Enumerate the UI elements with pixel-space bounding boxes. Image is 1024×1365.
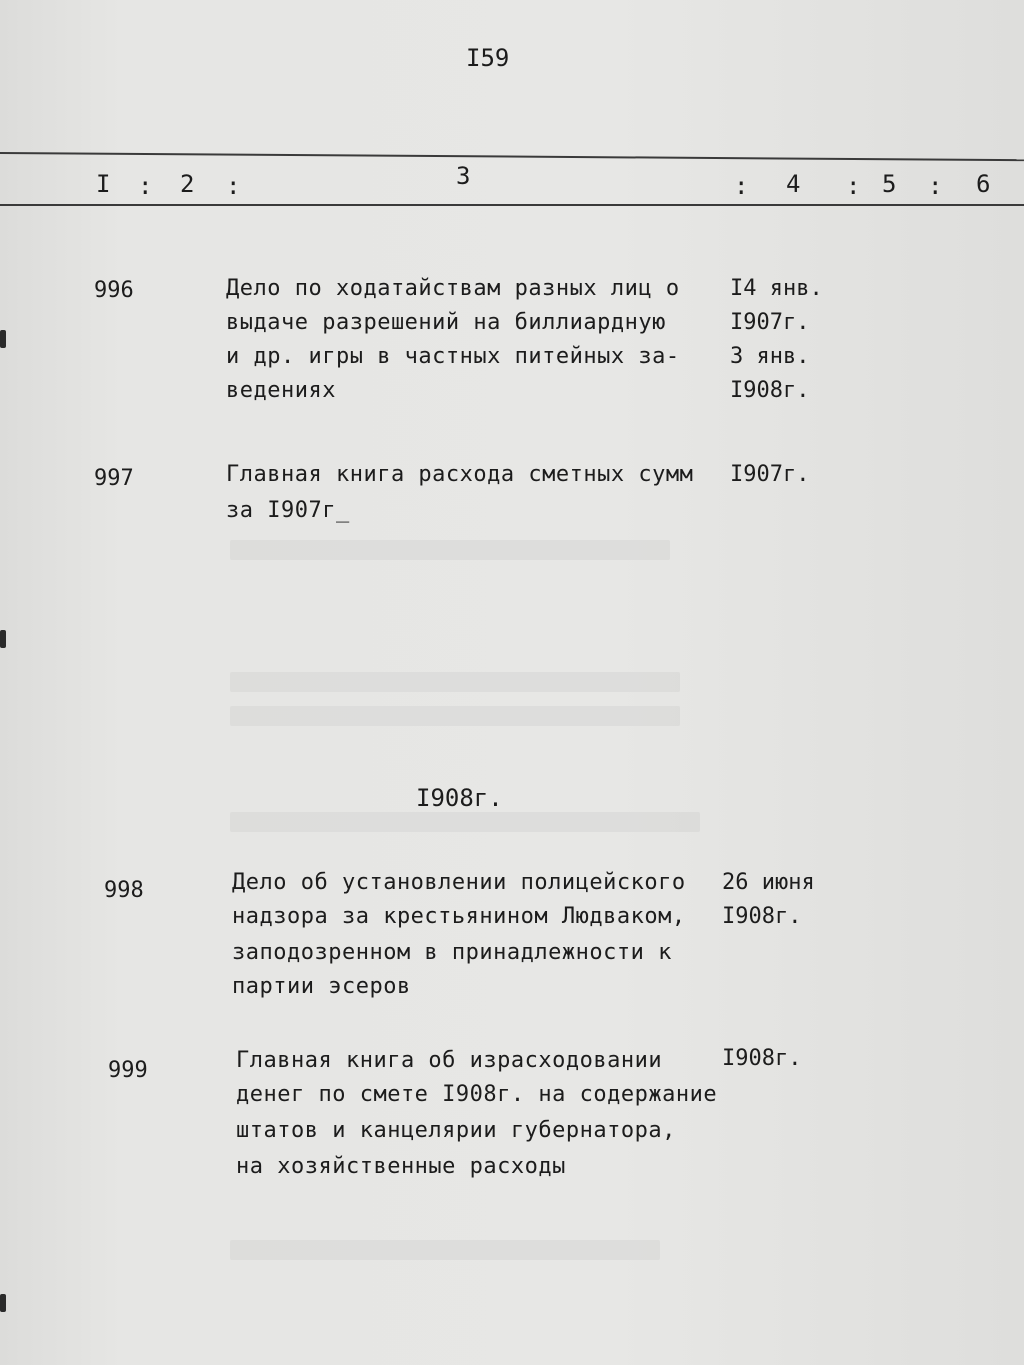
column-header-3: 3 [456,162,471,190]
entry-description-line: надзора за крестьянином Людваком, [232,904,686,929]
entry-description-line: заподозренном в принадлежности к [232,940,672,965]
entry-description-line: и др. игры в частных питейных за- [226,344,680,369]
entry-date: I908г. [722,904,802,929]
header-rule-top [0,152,1024,161]
entry-date: I907г. [730,310,810,335]
entry-description-line: штатов и канцелярии губернатора, [236,1118,676,1143]
header-rule-bottom [0,204,1024,206]
column-header-2: 2 [180,170,195,198]
year-heading: I908г. [416,784,503,812]
entry-description-line: ведениях [226,378,336,403]
binding-mark [0,330,6,348]
entry-date: 3 янв. [730,344,810,369]
show-through-blob [230,1240,660,1260]
binding-mark [0,1294,6,1312]
column-separator: : [734,172,749,200]
entry-number: 999 [108,1058,148,1083]
entry-date: I907г. [730,462,810,487]
column-header-5: 5 [882,170,897,198]
entry-description-line: на хозяйственные расходы [236,1154,566,1179]
column-separator: : [846,172,861,200]
entry-date: I908г. [730,378,810,403]
show-through-blob [230,812,700,832]
show-through-blob [230,706,680,726]
page-number: I59 [466,44,510,72]
entry-description-line: Дело по ходатайствам разных лиц о [226,276,680,301]
entry-date: 26 июня [722,870,815,895]
column-separator: : [226,172,241,200]
entry-description-line: за I907г_ [226,498,350,523]
entry-number: 997 [94,466,134,491]
entry-description-line: Главная книга расхода сметных сумм [226,462,694,487]
column-header-6: 6 [976,170,991,198]
column-separator: : [138,172,153,200]
show-through-blob [230,672,680,692]
entry-number: 998 [104,878,144,903]
entry-number: 996 [94,278,134,303]
column-header-1: I [96,170,111,198]
entry-description-line: денег по смете I908г. на содержание [236,1082,718,1107]
binding-mark [0,630,6,648]
column-header-4: 4 [786,170,801,198]
column-separator: : [928,172,943,200]
entry-description-line: партии эсеров [232,974,411,999]
entry-description-line: выдаче разрешений на биллиардную [226,310,666,335]
entry-description-line: Дело об установлении полицейского [232,870,686,895]
entry-date: I908г. [722,1046,802,1071]
entry-date: I4 янв. [730,276,823,301]
show-through-blob [230,540,670,560]
entry-description-line: Главная книга об израсходовании [236,1048,663,1073]
